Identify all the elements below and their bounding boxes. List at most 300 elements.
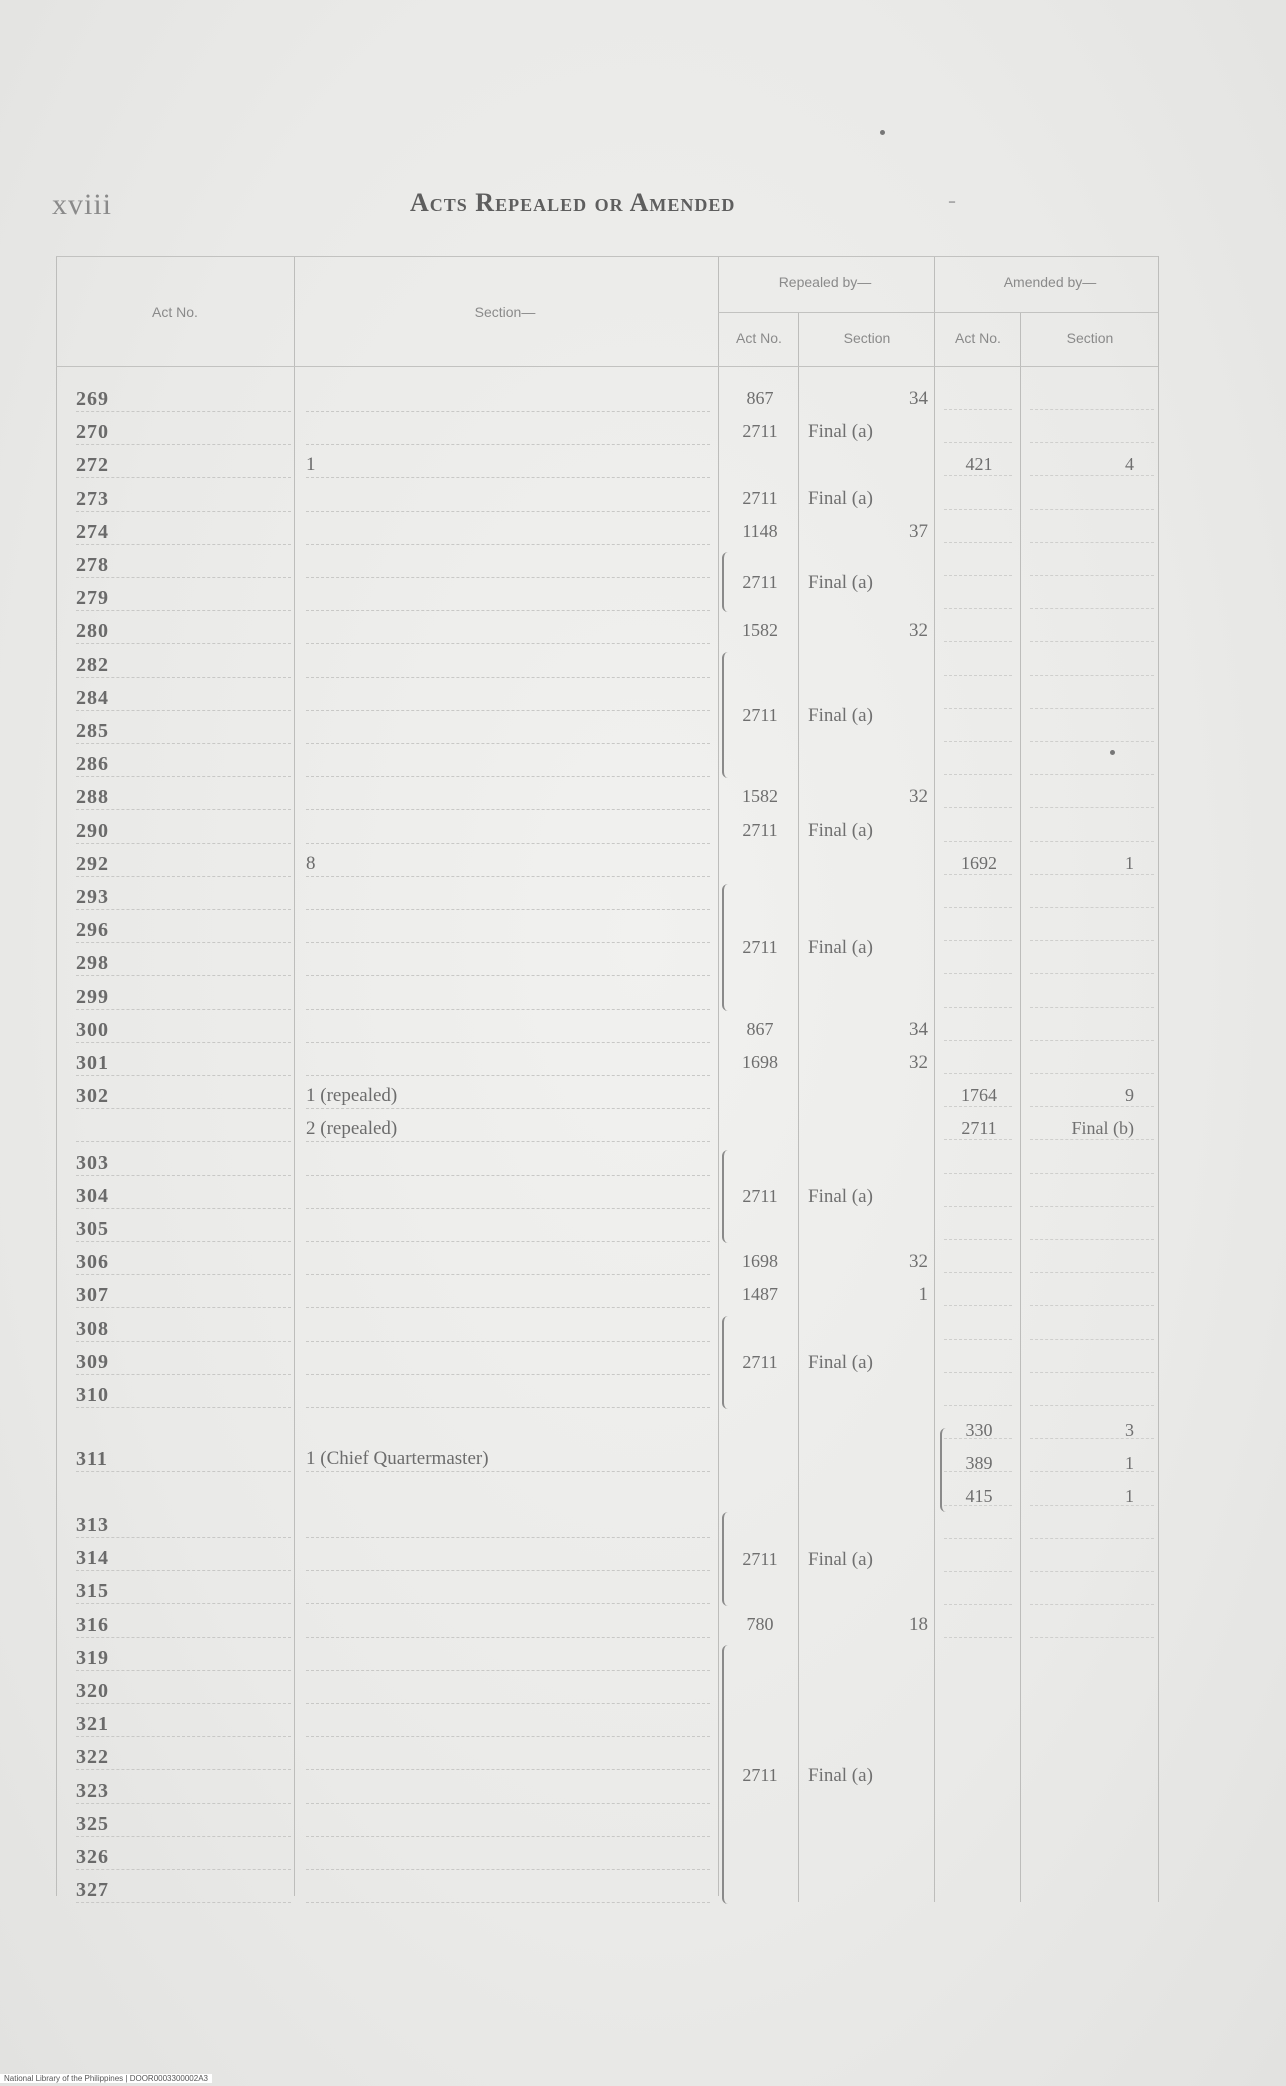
repealing-section <box>808 1873 928 1906</box>
amending-section <box>1024 980 1134 1013</box>
amending-section <box>1024 814 1134 847</box>
amending-act <box>944 482 1014 515</box>
act-number: 319 <box>76 1645 291 1671</box>
dotted-leader <box>1030 740 1154 742</box>
act-number: 302 <box>76 1083 291 1109</box>
amending-section: Final (b) <box>1071 1118 1134 1139</box>
dotted-leader <box>944 1304 1012 1306</box>
col-act-no: Act No. <box>152 304 198 320</box>
dotted-leader <box>944 939 1012 941</box>
repealing-act: 1582 <box>742 786 778 807</box>
dotted-leader <box>944 1603 1012 1605</box>
repealing-act <box>728 747 792 780</box>
section-text <box>306 1249 710 1275</box>
act-number: 290 <box>76 818 291 844</box>
amending-act <box>944 1245 1014 1278</box>
amending-section <box>1024 1245 1134 1278</box>
amending-act <box>944 1046 1014 1079</box>
section-text <box>306 884 710 910</box>
dotted-leader <box>944 1537 1012 1539</box>
amending-act: 2711 <box>961 1118 997 1139</box>
act-number: 270 <box>76 419 291 445</box>
amending-section: 9 <box>1125 1085 1134 1106</box>
section-text <box>306 784 710 810</box>
amending-act <box>944 980 1014 1013</box>
repealing-act <box>728 1641 792 1674</box>
header-bottom-rule <box>56 366 1158 367</box>
repealing-act <box>728 1508 792 1541</box>
table-row <box>0 1312 1286 1345</box>
repealing-section <box>808 1079 928 1112</box>
repealing-act: 1698 <box>742 1052 778 1072</box>
repealing-section <box>808 1641 928 1674</box>
amended-act: 330 <box>965 1420 993 1440</box>
grouped-repeal <box>0 1180 1286 1213</box>
act-number: 309 <box>76 1349 291 1375</box>
table-row <box>0 780 1286 813</box>
dotted-leader <box>1030 1371 1154 1373</box>
act-number: 304 <box>76 1183 291 1209</box>
act-number: 315 <box>76 1578 291 1604</box>
amending-act <box>944 382 1014 415</box>
grouped-repeal <box>0 1759 1286 1792</box>
section-text <box>306 419 710 445</box>
paper-speck <box>880 130 885 135</box>
table-row <box>0 1807 1286 1840</box>
repealing-section: 1 <box>918 1284 928 1306</box>
grouped-repeal <box>0 1346 1286 1379</box>
repealing-section <box>808 1212 928 1245</box>
dotted-leader <box>1030 674 1154 676</box>
dotted-leader <box>944 1172 1012 1174</box>
repealing-act: 2711 <box>742 1186 778 1207</box>
amending-section <box>1024 482 1134 515</box>
repealing-section <box>808 747 928 780</box>
dotted-leader <box>944 674 1012 676</box>
dotted-leader <box>944 408 1012 410</box>
dotted-leader <box>944 1470 1012 1472</box>
act-number: 301 <box>76 1050 291 1076</box>
repealing-act: 867 <box>746 1018 774 1039</box>
footer-credit: National Library of the Philippines | DOOR0003300002A3 <box>0 2074 212 2083</box>
section-text <box>306 1612 710 1638</box>
dotted-leader <box>944 574 1012 576</box>
section-text <box>306 1382 710 1408</box>
table-row <box>0 448 1286 481</box>
table-row <box>0 1707 1286 1740</box>
act-number: 284 <box>76 685 291 711</box>
repealing-section <box>808 1312 928 1345</box>
dotted-leader <box>1030 474 1154 476</box>
section-text <box>306 1150 710 1176</box>
dotted-leader <box>1030 1338 1154 1340</box>
section-text <box>306 652 710 678</box>
dotted-leader <box>1030 1404 1154 1406</box>
dotted-leader <box>944 1105 1012 1107</box>
dotted-leader <box>944 541 1012 543</box>
repealing-act: 1582 <box>742 620 778 641</box>
amending-act <box>944 614 1014 647</box>
dotted-leader <box>1030 939 1154 941</box>
act-number: 313 <box>76 1512 291 1538</box>
section-text <box>306 1645 710 1671</box>
act-number: 299 <box>76 984 291 1010</box>
repealing-section <box>808 847 928 880</box>
col-rep-act-no: Act No. <box>736 330 782 346</box>
amended-act: 415 <box>965 1486 993 1506</box>
amending-act <box>944 1312 1014 1345</box>
col-amd-section: Section <box>1066 330 1114 346</box>
repealing-section: Final (a) <box>808 1548 873 1570</box>
act-number: 323 <box>76 1778 291 1804</box>
dotted-leader <box>1030 1072 1154 1074</box>
act-number: 292 <box>76 851 291 877</box>
col-amd-act-no: Act No. <box>955 330 1001 346</box>
section-text <box>306 1877 710 1903</box>
dotted-leader <box>1030 707 1154 709</box>
act-number: 282 <box>76 652 291 678</box>
repealing-section: Final (a) <box>808 1764 873 1786</box>
repealing-section: 32 <box>909 1052 928 1073</box>
repealing-act: 2711 <box>742 819 778 840</box>
amending-section <box>1024 515 1134 548</box>
repealing-section <box>808 1378 928 1411</box>
act-number: 279 <box>76 585 291 611</box>
col-rep-section: Section <box>843 330 891 346</box>
table-row <box>0 1146 1286 1179</box>
repealing-section: 34 <box>909 1018 928 1040</box>
amending-section <box>1024 382 1134 415</box>
amending-act <box>944 515 1014 548</box>
col-repealed-by: Repealed by— <box>778 274 872 290</box>
grouped-repeal <box>0 566 1286 599</box>
repealing-section: Final (a) <box>808 937 873 959</box>
repealing-act <box>728 847 792 880</box>
repealing-section: 32 <box>909 1251 928 1273</box>
amending-section <box>1024 614 1134 647</box>
repealing-section <box>808 1146 928 1179</box>
dotted-leader <box>944 607 1012 609</box>
dotted-leader <box>944 1006 1012 1008</box>
repealing-section: Final (a) <box>808 1352 873 1374</box>
repealing-section <box>808 1112 928 1145</box>
repealing-act <box>728 1707 792 1740</box>
header-dash: - <box>948 188 956 214</box>
amending-act <box>944 1212 1014 1245</box>
table-row <box>0 1079 1286 1112</box>
repealing-act: 2711 <box>742 705 778 725</box>
amending-act: 1764 <box>961 1085 997 1106</box>
section-text <box>306 1282 710 1308</box>
repealing-act <box>728 1378 792 1411</box>
repealing-act <box>728 1873 792 1906</box>
repealing-act: 780 <box>746 1613 774 1634</box>
amending-act <box>944 648 1014 681</box>
dotted-leader <box>1030 1537 1154 1539</box>
dotted-leader <box>1030 607 1154 609</box>
repealing-act <box>728 1112 792 1145</box>
dotted-leader <box>944 508 1012 510</box>
dotted-leader <box>1030 408 1154 410</box>
repealing-act <box>728 980 792 1013</box>
section-text <box>306 618 710 644</box>
act-number: 327 <box>76 1877 291 1903</box>
act-number: 322 <box>76 1744 291 1770</box>
dotted-leader <box>944 441 1012 443</box>
dotted-leader <box>1030 1570 1154 1572</box>
repealing-section: Final (a) <box>808 487 873 509</box>
dotted-leader <box>944 1570 1012 1572</box>
dotted-leader <box>1030 1504 1154 1506</box>
dotted-leader <box>1030 508 1154 510</box>
section-text <box>306 751 710 777</box>
amended-act: 389 <box>965 1453 993 1473</box>
act-number: 285 <box>76 718 291 744</box>
amending-section <box>1024 880 1134 913</box>
act-number: 306 <box>76 1249 291 1275</box>
act-number: 288 <box>76 784 291 810</box>
amending-act <box>944 1378 1014 1411</box>
amending-section <box>1024 780 1134 813</box>
table-row <box>0 980 1286 1013</box>
amendment-row <box>0 1414 1286 1447</box>
dotted-leader <box>1030 1437 1154 1439</box>
amending-section <box>1024 747 1134 780</box>
table-row <box>0 1674 1286 1707</box>
dotted-leader <box>1030 1271 1154 1273</box>
act-number: 273 <box>76 486 291 512</box>
repealing-act: 2711 <box>742 487 778 508</box>
repealing-section <box>808 1840 928 1873</box>
dotted-leader <box>1030 806 1154 808</box>
section-text <box>306 1316 710 1342</box>
repealing-section <box>808 980 928 1013</box>
repealing-section <box>808 1674 928 1707</box>
act-number: 298 <box>76 950 291 976</box>
section-text: 1 (repealed) <box>306 1083 710 1109</box>
table-row <box>0 648 1286 681</box>
section-text <box>306 486 710 512</box>
amending-act <box>944 1146 1014 1179</box>
act-number: 272 <box>76 452 291 478</box>
repealing-act <box>728 880 792 913</box>
dotted-leader <box>1030 1205 1154 1207</box>
table-top-rule <box>56 256 1158 257</box>
amended-section: 3 <box>1125 1420 1134 1440</box>
dotted-leader <box>1030 1304 1154 1306</box>
dotted-leader <box>1030 873 1154 875</box>
repealing-section: Final (a) <box>808 705 873 726</box>
section-text: 1 (Chief Quartermaster) <box>306 1446 710 1472</box>
section-text <box>306 1811 710 1837</box>
repealing-section: 32 <box>909 786 928 808</box>
table-row <box>0 880 1286 913</box>
amendment-row <box>0 1447 1286 1480</box>
amending-act: 421 <box>965 454 993 475</box>
act-number: 305 <box>76 1216 291 1242</box>
dotted-leader <box>944 1338 1012 1340</box>
amending-act <box>944 415 1014 448</box>
repealing-section <box>808 1807 928 1840</box>
dotted-leader <box>1030 1238 1154 1240</box>
section-text <box>306 1017 710 1043</box>
act-number: 280 <box>76 618 291 644</box>
dotted-leader <box>1030 441 1154 443</box>
repealing-act: 2711 <box>742 937 778 958</box>
grouped-repeal <box>0 699 1286 732</box>
repealing-act: 2711 <box>742 1764 778 1785</box>
table-row <box>0 814 1286 847</box>
amending-act <box>944 814 1014 847</box>
section-text <box>306 984 710 1010</box>
dotted-leader <box>1030 1138 1154 1140</box>
dotted-leader <box>944 1072 1012 1074</box>
act-number: 274 <box>76 519 291 545</box>
dotted-leader <box>1030 574 1154 576</box>
section-text <box>306 1711 710 1737</box>
amending-act: 1692 <box>961 852 997 873</box>
dotted-leader <box>944 906 1012 908</box>
amending-act <box>944 1013 1014 1046</box>
amending-section <box>1024 1046 1134 1079</box>
dotted-leader <box>944 1271 1012 1273</box>
dotted-leader <box>944 806 1012 808</box>
amending-section <box>1024 1212 1134 1245</box>
section-text <box>306 1578 710 1604</box>
act-number: 286 <box>76 751 291 777</box>
act-number: 326 <box>76 1844 291 1870</box>
amending-section: 1 <box>1125 852 1134 873</box>
amending-section <box>1024 1146 1134 1179</box>
repealing-act: 1148 <box>742 520 778 541</box>
act-number: 293 <box>76 884 291 910</box>
amending-act <box>944 747 1014 780</box>
act-number: 311 <box>76 1446 291 1472</box>
repealing-act <box>728 1212 792 1245</box>
repealing-act <box>728 1079 792 1112</box>
table-row <box>0 1840 1286 1873</box>
dotted-leader <box>944 1437 1012 1439</box>
dotted-leader <box>944 840 1012 842</box>
table-row <box>0 515 1286 548</box>
act-number: 278 <box>76 552 291 578</box>
table-row <box>0 747 1286 780</box>
amending-section: 4 <box>1125 454 1134 475</box>
dotted-leader <box>1030 906 1154 908</box>
dotted-leader <box>1030 972 1154 974</box>
amending-section <box>1024 1378 1134 1411</box>
dotted-leader <box>1030 1006 1154 1008</box>
dotted-leader <box>1030 640 1154 642</box>
repealing-act: 867 <box>746 388 774 408</box>
page-title: Acts Repealed or Amended <box>410 188 736 217</box>
dotted-leader <box>1030 1172 1154 1174</box>
table-row <box>0 847 1286 880</box>
act-number: 307 <box>76 1282 291 1308</box>
amending-section <box>1024 1013 1134 1046</box>
dotted-leader <box>1030 1603 1154 1605</box>
repealing-section: Final (a) <box>808 819 873 841</box>
act-number: 314 <box>76 1545 291 1571</box>
repealing-section <box>808 1508 928 1541</box>
table-row <box>0 1112 1286 1145</box>
section-text <box>306 386 710 412</box>
repealing-act <box>728 1146 792 1179</box>
dotted-leader <box>1030 773 1154 775</box>
grouped-repeal <box>0 931 1286 964</box>
act-number: 308 <box>76 1316 291 1342</box>
table-row <box>0 482 1286 515</box>
repealing-act <box>728 1840 792 1873</box>
table-row <box>0 614 1286 647</box>
section-text: 2 (repealed) <box>306 1116 710 1142</box>
dotted-leader <box>944 1238 1012 1240</box>
repealing-section: 18 <box>909 1613 928 1635</box>
dotted-leader <box>1030 840 1154 842</box>
dotted-leader <box>944 1636 1012 1638</box>
amending-section <box>1024 1312 1134 1345</box>
dotted-leader <box>944 640 1012 642</box>
table-row <box>0 1046 1286 1079</box>
dotted-leader <box>944 1138 1012 1140</box>
act-number: 321 <box>76 1711 291 1737</box>
act-number: 269 <box>76 386 291 412</box>
repealing-section: 34 <box>909 388 928 409</box>
dotted-leader <box>1030 541 1154 543</box>
repealing-act: 2711 <box>742 1352 778 1373</box>
amending-act <box>944 880 1014 913</box>
repealing-act: 2711 <box>742 421 778 442</box>
act-number: 325 <box>76 1811 291 1837</box>
section-text <box>306 1678 710 1704</box>
amended-section: 1 <box>1125 1453 1134 1473</box>
dotted-leader <box>1030 1636 1154 1638</box>
repealing-section: Final (a) <box>808 421 873 443</box>
repealing-act <box>728 1674 792 1707</box>
act-number: 296 <box>76 917 291 943</box>
section-text: 8 <box>306 851 710 877</box>
act-number <box>76 1116 291 1142</box>
dotted-leader <box>944 773 1012 775</box>
table-row <box>0 1873 1286 1906</box>
repealing-section <box>808 1707 928 1740</box>
repealing-section: 32 <box>909 620 928 642</box>
amending-section <box>1024 415 1134 448</box>
repealing-act <box>728 448 792 481</box>
table-row <box>0 1278 1286 1311</box>
col-section: Section— <box>474 304 536 320</box>
repealing-act: 2711 <box>742 572 778 593</box>
act-number: 310 <box>76 1382 291 1408</box>
table-row <box>0 1013 1286 1046</box>
section-text <box>306 1512 710 1538</box>
section-text: 1 <box>306 452 710 478</box>
section-text <box>306 1844 710 1870</box>
dotted-leader <box>1030 1105 1154 1107</box>
page-number: xviii <box>52 188 113 221</box>
dotted-leader <box>944 873 1012 875</box>
dotted-leader <box>944 1039 1012 1041</box>
repealing-section <box>808 1574 928 1607</box>
repealing-act: 1698 <box>742 1251 778 1272</box>
amending-act <box>944 1278 1014 1311</box>
amending-section <box>1024 1278 1134 1311</box>
table-row <box>0 1641 1286 1674</box>
table-row <box>0 382 1286 415</box>
dotted-leader <box>944 1205 1012 1207</box>
dotted-leader <box>944 1404 1012 1406</box>
repealing-act: 1487 <box>742 1284 778 1305</box>
